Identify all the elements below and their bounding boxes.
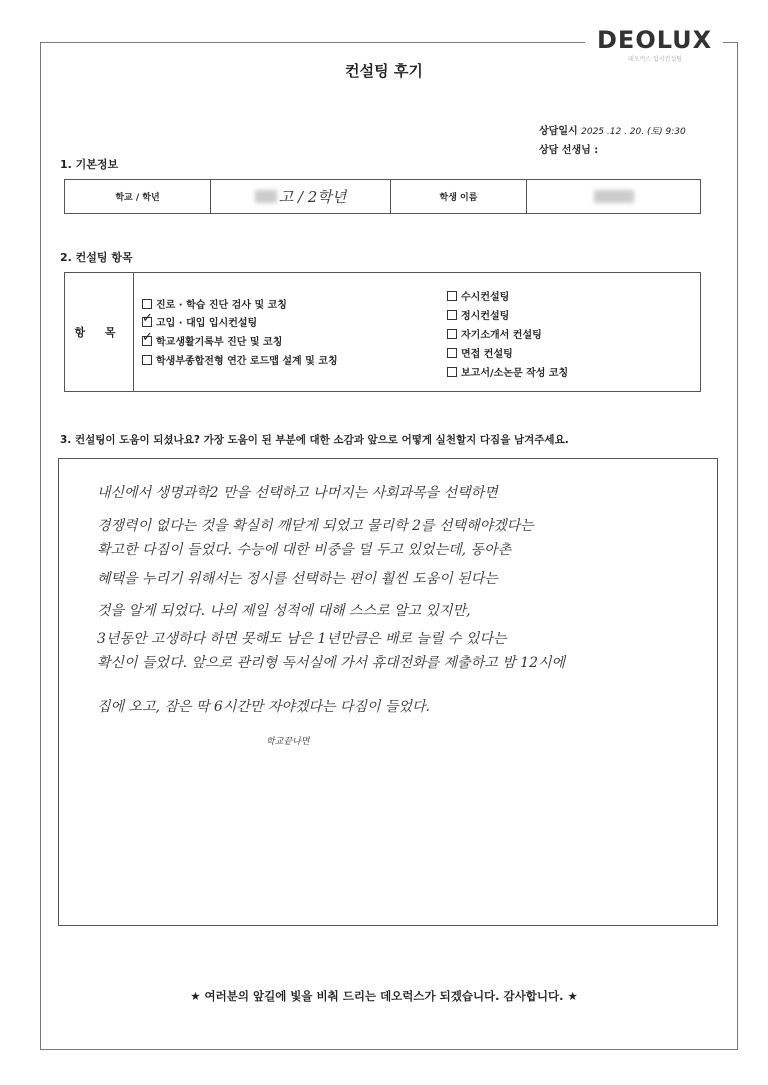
- answer-line-7: 확신이 들었다. 앞으로 관리형 독서실에 가서 휴대전화를 제출하고 밤 12시에: [97, 655, 566, 671]
- item-interview: 면접 컨설팅: [447, 345, 513, 360]
- student-label: 학생 이름: [391, 180, 527, 213]
- check-mark-icon: ✓: [142, 311, 153, 326]
- section2-heading: 2. 컨설팅 항목: [60, 251, 133, 264]
- checkbox: [142, 355, 152, 365]
- checkbox: [447, 291, 457, 301]
- checkbox: [142, 299, 152, 309]
- checkbox: [447, 348, 457, 358]
- item-early-admission: 수시컨설팅: [447, 288, 509, 303]
- item-self-intro: 자기소개서 컨설팅: [447, 326, 542, 341]
- checkbox: [447, 310, 457, 320]
- redacted-student-name: [594, 190, 634, 203]
- item-roadmap: 학생부종합전형 연간 로드맵 설계 및 코칭: [142, 352, 338, 367]
- checkbox-checked: [142, 330, 153, 346]
- item-report: 보고서/소논문 작성 코칭: [447, 364, 568, 379]
- redacted-school: [255, 190, 277, 203]
- item-admission-consulting: ✓ 고입 · 대입 입시컨설팅: [142, 311, 258, 329]
- consult-teacher: 상담 선생님 :: [539, 145, 599, 156]
- consult-date: [539, 122, 686, 137]
- answer-line-6: 3년동안 고생하다 하면 못해도 남은 1년만큼은 배로 늘릴 수 있다는: [97, 631, 507, 647]
- answer-line-5: 것을 알게 되었다. 나의 제일 성적에 대해 스스로 알고 있지만,: [97, 603, 471, 619]
- student-value-cell: [527, 180, 700, 213]
- basic-info-table: [64, 179, 701, 214]
- consult-date-label: 상담일시: [539, 126, 578, 137]
- item-regular-admission: 정시컨설팅: [447, 307, 509, 322]
- checkbox: [447, 367, 457, 377]
- section1-heading: 1. 기본정보: [60, 158, 119, 171]
- item-career-test: 진로 · 학습 진단 검사 및 코칭: [142, 296, 287, 311]
- school-label: 학교 / 학년: [65, 180, 211, 213]
- school-value-cell: [211, 180, 391, 213]
- answer-line-3: 확고한 다짐이 들었다. 수능에 대한 비중을 덜 두고 있었는데, 동아촌: [97, 542, 512, 558]
- brand-logo: DEOLUX: [597, 26, 713, 54]
- answer-line-2: 경쟁력이 없다는 것을 확실히 깨닫게 되었고 물리학 2를 선택해야겠다는: [97, 518, 534, 534]
- page-title: 컨설팅 후기: [345, 62, 423, 80]
- answer-line-1: 내신에서 생명과학2 만을 선택하고 나머지는 사회과목을 선택하면: [97, 485, 498, 501]
- checkbox-checked: [142, 311, 153, 327]
- check-mark-icon: ✓: [142, 330, 153, 345]
- answer-insert-note: 학교끝나면: [266, 737, 310, 747]
- checkbox: [447, 329, 457, 339]
- answer-line-8: 집에 오고, 잠은 딱 6시간만 자야겠다는 다짐이 들었다.: [97, 699, 430, 715]
- item-school-record: ✓ 학교생활기록부 진단 및 코칭: [142, 330, 283, 348]
- section3-question: 3. 컨설팅이 도움이 되셨나요? 가장 도움이 된 부분에 대한 소감과 앞으로 어떻게 실천할지 다짐을 남겨주세요.: [60, 434, 569, 446]
- answer-line-4: 혜택을 누리기 위해서는 정시를 선택하는 편이 훨씬 도움이 된다는: [97, 571, 498, 587]
- consult-date-value: 2025 .12 . 20. (토) 9:30: [581, 127, 686, 137]
- consulting-items-table: [64, 272, 701, 392]
- footer-message: ★ 여러분의 앞길에 빛을 비춰 드리는 데오럭스가 되겠습니다. 감사합니다. ★: [190, 989, 578, 1003]
- brand-tagline: 데오럭스 입시컨설팅: [628, 56, 683, 63]
- school-value: 고 / 2학년: [278, 188, 347, 206]
- items-header: 항 목: [65, 273, 134, 391]
